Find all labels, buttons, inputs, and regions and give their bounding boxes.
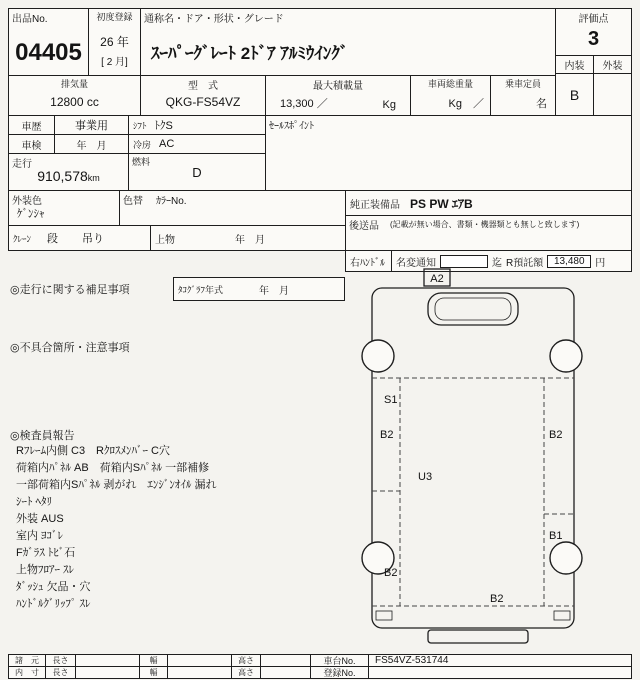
vehicle-name-cell xyxy=(140,8,556,76)
body-cell xyxy=(150,225,346,251)
inner-height-label: 高さ xyxy=(238,668,254,677)
spec-row-label: 諸 元 xyxy=(15,656,39,665)
interior-grade-value: B xyxy=(569,86,580,103)
chassis-no-value: FS54VZ-531744 xyxy=(375,655,449,666)
truck-windshield-inner xyxy=(435,298,511,320)
inner-row-label: 内 寸 xyxy=(15,668,39,677)
defect-title: ◎不具合箇所・注意事項 xyxy=(10,342,130,354)
inner-height-label-cell xyxy=(231,666,261,679)
sales-point-cell xyxy=(265,115,632,191)
later-shipment-note: (記載が無い場合、書類・機器類とも無しと致します) xyxy=(390,220,580,229)
first-registration-cell xyxy=(88,8,141,76)
mileage-note-title: ◎走行に関する補足事項 xyxy=(10,284,130,296)
inner-width-value-cell xyxy=(167,666,232,679)
damage-code-b1: B1 xyxy=(549,530,563,542)
mileage-cell xyxy=(8,153,129,191)
damage-code-u3: U3 xyxy=(418,471,433,483)
career-label-cell xyxy=(8,115,55,135)
later-shipment-label: 後送品 xyxy=(349,221,379,232)
handle-position: 右ﾊﾝﾄﾞﾙ xyxy=(350,251,392,271)
shift-label: ｼﾌﾄ xyxy=(133,120,147,131)
damage-code-a2: A2 xyxy=(430,273,444,285)
capacity-cell xyxy=(490,75,556,116)
registration-no-value-cell xyxy=(368,666,632,679)
rear-right-wheel xyxy=(550,542,582,574)
ac-cell xyxy=(128,134,266,154)
displacement-value: 12800 cc xyxy=(50,95,99,109)
interior-grade-cell xyxy=(555,73,594,116)
color-change-label: 色替 xyxy=(123,196,143,207)
front-right-wheel xyxy=(550,340,582,372)
model-code-value: QKG-FS54VZ xyxy=(165,95,241,109)
crane-label: ｸﾚｰﾝ xyxy=(13,233,32,244)
ac-value: AC xyxy=(159,138,175,150)
registration-no-label: 登録No. xyxy=(323,668,356,678)
damage-code-s1: S1 xyxy=(384,394,398,406)
spec-length-label: 長さ xyxy=(52,656,69,665)
tachograph-cell xyxy=(173,277,345,301)
inner-length-label-cell xyxy=(45,666,76,679)
exterior-color-cell xyxy=(8,190,120,226)
exterior-color-value: ｹﾞﾝｼｬ xyxy=(17,208,45,220)
interior-header: 内装 xyxy=(564,61,585,72)
displacement-label: 排気量 xyxy=(60,79,88,89)
vehicle-name-header: 通称名・ドア・形状・グレード xyxy=(144,14,284,25)
rear-bumper xyxy=(428,630,528,643)
mileage-label: 走行 xyxy=(12,159,32,170)
inner-width-label: 幅 xyxy=(149,668,158,677)
rear-left-light xyxy=(376,611,392,620)
genuine-equipment-label: 純正装備品 xyxy=(350,199,400,211)
model-code-cell xyxy=(140,75,266,116)
gvw-label: 車両総重量 xyxy=(427,79,473,89)
report-line: ﾀﾞｯｼｭ 欠品・穴 xyxy=(16,581,91,593)
mileage-unit: km xyxy=(87,173,100,183)
tachograph-value: 年 月 xyxy=(259,285,290,297)
spec-width-label: 幅 xyxy=(149,656,158,665)
gvw-value: Kg ／ xyxy=(448,98,484,110)
career-value: 事業用 xyxy=(75,120,108,132)
inner-length-value-cell xyxy=(75,666,140,679)
fuel-label: 燃料 xyxy=(132,157,151,167)
front-left-wheel xyxy=(362,340,394,372)
exterior-grade-cell xyxy=(593,73,632,116)
genuine-equipment-value: PS PW ｴｱB xyxy=(410,196,473,211)
registration-no-label-cell xyxy=(310,666,369,679)
yen-label: 円 xyxy=(595,257,606,269)
interior-header-cell xyxy=(555,55,594,74)
deposit-label: R預託額 xyxy=(506,257,544,269)
body-label: 上物 xyxy=(155,234,175,246)
crane-cell xyxy=(8,225,151,251)
inner-row-label-cell xyxy=(8,666,46,679)
tachograph-label: ﾀｺｸﾞﾗﾌ年式 xyxy=(178,284,224,295)
color-change-cell xyxy=(119,190,346,226)
genuine-equipment-cell xyxy=(345,190,632,216)
displacement-cell xyxy=(8,75,141,116)
damage-code-b2-right: B2 xyxy=(549,429,563,441)
max-load-value: 13,300 ／ xyxy=(280,98,328,110)
mileage-value: 910,578 xyxy=(37,168,88,184)
fuel-cell xyxy=(128,153,266,191)
report-line: Fｶﾞﾗｽ ﾄﾋﾞ石 xyxy=(16,547,76,559)
capacity-label: 乗車定員 xyxy=(504,79,541,89)
score-label: 評価点 xyxy=(578,14,609,25)
inspector-report-list xyxy=(16,443,346,613)
name-change-label: 名変通知 xyxy=(396,257,436,269)
spec-height-label: 高さ xyxy=(238,656,254,665)
gvw-cell xyxy=(410,75,491,116)
inspector-report-title: ◎検査員報告 xyxy=(10,430,75,442)
exterior-header: 外装 xyxy=(602,61,623,72)
vehicle-name-value: ｽｰﾊﾟｰｸﾞﾚｰﾄ 2ﾄﾞｱ ｱﾙﾐｳｲﾝｸﾞ xyxy=(151,44,349,63)
sales-point-label: ｾｰﾙｽﾎﾟｲﾝﾄ xyxy=(269,121,314,132)
later-shipment-cell xyxy=(345,215,632,251)
score-cell xyxy=(555,8,632,56)
truck-diagram xyxy=(348,266,632,656)
exterior-header-cell xyxy=(593,55,632,74)
model-code-label: 型 式 xyxy=(188,81,218,92)
crane-tsuri: 吊り xyxy=(82,233,105,245)
report-line: ﾊﾝﾄﾞﾙｸﾞﾘｯﾌﾟ ｽﾚ xyxy=(16,598,91,610)
damage-code-b2-left: B2 xyxy=(380,429,394,441)
inspection-value: 年 月 xyxy=(76,140,107,152)
shift-value: ﾄｸS xyxy=(154,120,173,132)
exterior-color-label: 外装色 xyxy=(12,196,42,207)
capacity-value: 名 xyxy=(536,98,547,110)
inspection-label: 車検 xyxy=(21,140,42,152)
report-line: 上物ﾌﾛｱｰ ｽﾚ xyxy=(16,564,75,576)
first-registration-month: [ 2 月] xyxy=(101,57,128,68)
chassis-no-label: 車台No. xyxy=(323,656,356,666)
max-load-cell xyxy=(265,75,411,116)
inspection-value-cell xyxy=(54,134,129,154)
career-value-cell xyxy=(54,115,129,135)
report-line: ｼｰﾄ ﾍﾀﾘ xyxy=(16,496,53,508)
score-value: 3 xyxy=(587,28,600,50)
inner-height-value-cell xyxy=(260,666,311,679)
ac-label: 冷房 xyxy=(133,139,152,150)
max-load-unit: Kg xyxy=(382,99,396,111)
damage-code-b2-rear-left: B2 xyxy=(384,567,398,579)
damage-code-b2-rear-center: B2 xyxy=(490,593,504,605)
exhibit-no-cell xyxy=(8,8,89,76)
inner-width-label-cell xyxy=(139,666,168,679)
fuel-value: D xyxy=(192,164,202,180)
first-registration-label: 初度登録 xyxy=(96,12,133,22)
made-label: 迄 xyxy=(492,257,502,269)
first-registration-year: 26 年 xyxy=(100,35,129,49)
report-line: Rﾌﾚｰﾑ内側 C3 Rｸﾛｽﾒﾝﾊﾞｰ C穴 xyxy=(16,445,171,457)
inner-length-label: 長さ xyxy=(52,668,69,677)
body-value: 年 月 xyxy=(235,234,265,246)
rear-right-light xyxy=(554,611,570,620)
shift-cell xyxy=(128,115,266,135)
report-line: 一部荷箱内Sﾊﾟﾈﾙ 剥がれ ｴﾝｼﾞﾝｵｲﾙ 漏れ xyxy=(16,479,217,491)
max-load-label: 最大積載量 xyxy=(313,81,363,92)
deposit-value: 13,480 xyxy=(547,255,591,268)
report-line: 荷箱内ﾊﾟﾈﾙ AB 荷箱内Sﾊﾟﾈﾙ 一部補修 xyxy=(16,462,210,474)
exhibit-no-value: 04405 xyxy=(15,39,82,66)
career-label: 車歴 xyxy=(21,121,42,133)
exhibit-no-label: 出品No. xyxy=(12,14,48,25)
crane-dan: 段 xyxy=(47,233,59,245)
report-line: 外装 AUS xyxy=(16,513,64,525)
inspection-label-cell xyxy=(8,134,55,154)
color-no-label: ｶﾗｰNo. xyxy=(156,196,187,207)
report-line: 室内 ﾖｺﾞﾚ xyxy=(16,530,64,542)
